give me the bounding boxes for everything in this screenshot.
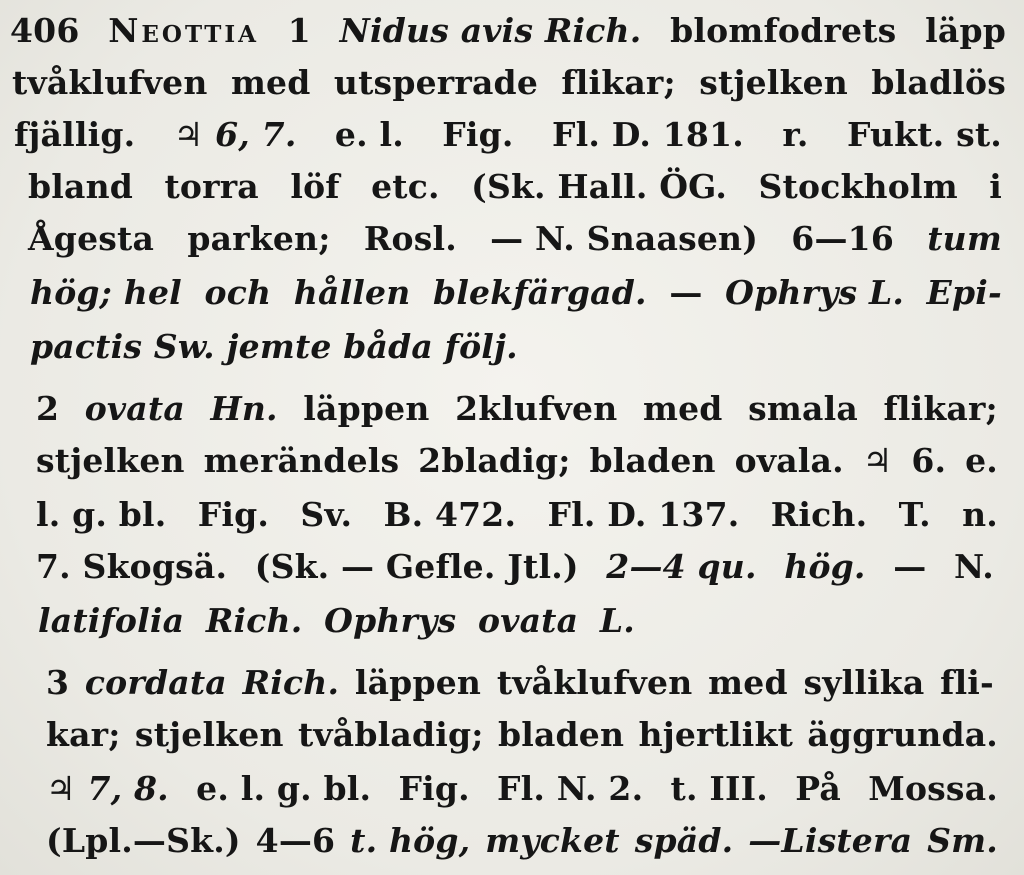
dash: — (893, 547, 927, 586)
word: läppen (354, 663, 482, 702)
synonym-note: pactis Sw. jemte båda följ. (30, 327, 518, 366)
word: På (795, 769, 841, 808)
word: äggrunda. (807, 715, 998, 754)
word: med (708, 663, 788, 702)
word: etc. (371, 167, 440, 206)
species-name: cordata (84, 663, 227, 702)
height: 2—4 qu. (606, 547, 757, 586)
entry-line (28, 167, 1002, 206)
reference: Fl. D. 181. (552, 115, 744, 154)
word: Rosl. (363, 219, 457, 258)
word: Fig. (442, 115, 514, 154)
word: bladlös (871, 63, 1006, 102)
word: stjelken (134, 715, 284, 754)
word: 7. Skogsä. (36, 547, 228, 586)
word: N. (953, 547, 994, 586)
word: löf (290, 167, 340, 206)
entry-line (36, 547, 994, 586)
dash: — (669, 273, 703, 312)
word: Stockholm (758, 167, 958, 206)
reference: Fl. D. 137. (547, 495, 740, 534)
entry-line (36, 441, 998, 480)
word: e. l. g. bl. (196, 769, 372, 808)
species-number: 3 (46, 663, 70, 702)
word: Fukt. st. (846, 115, 1002, 154)
word: Mossa. (868, 769, 998, 808)
word: hållen (293, 273, 411, 312)
reference: Fl. N. 2. (497, 769, 644, 808)
word: ovala. (734, 441, 844, 480)
word: e. (965, 441, 998, 480)
author: Rich. (205, 601, 303, 640)
word: kar; (46, 715, 121, 754)
genus-name: Neottia (108, 11, 259, 50)
distribution: (Lpl.—Sk.) (46, 821, 241, 860)
word: tum (927, 219, 1002, 258)
word: med (230, 63, 311, 102)
synonym: Ophrys (324, 601, 457, 640)
word: parken; (187, 219, 331, 258)
species-name: Nidus avis Rich. (339, 11, 642, 50)
page-number: 406 (10, 11, 80, 50)
distribution: (Sk. — Gefle. Jtl.) (254, 547, 579, 586)
word: och (204, 273, 272, 312)
word: läpp (925, 11, 1006, 50)
word: fjällig. (14, 115, 136, 154)
word: 6. (911, 441, 947, 480)
word: bladen (589, 441, 716, 480)
synonym: ovata L. (477, 601, 635, 640)
entry-line (46, 663, 994, 702)
perennial-symbol-text: ♃ 6, 7. (173, 115, 297, 154)
author: Rich. (242, 663, 340, 702)
word: 2bladig; (418, 441, 571, 480)
entry-line (30, 273, 1002, 312)
word: blomfodrets (670, 11, 897, 50)
synonym: latifolia (38, 601, 185, 640)
word: bland (28, 167, 134, 206)
word: t. hög, (350, 821, 471, 860)
word: stjelken (699, 63, 848, 102)
word: flikar; (883, 389, 998, 428)
species-name: ovata (84, 389, 185, 428)
species-number: 2 (36, 389, 60, 428)
word: stjelken (36, 441, 185, 480)
word: tvåbladig; (297, 715, 484, 754)
perennial-symbol-text: ♃ 7, 8. (46, 769, 169, 808)
entry-line (10, 11, 1006, 50)
word: T. (898, 495, 931, 534)
word: hög; hel (30, 273, 182, 312)
word: Fig. (398, 769, 470, 808)
entry-line (36, 495, 998, 534)
entry-line (38, 601, 635, 640)
reference: B. 472. (383, 495, 517, 534)
word: 2klufven (455, 389, 618, 428)
reference: t. III. (670, 769, 768, 808)
entry-line (30, 327, 518, 366)
height: 4—6 (255, 821, 336, 860)
word: med (642, 389, 723, 428)
word: Fig. (197, 495, 270, 534)
word: hjertlikt (638, 715, 794, 754)
synonym: Ophrys L. (725, 273, 905, 312)
author: Sm. (927, 821, 998, 860)
entry-line (46, 821, 998, 860)
word: mycket (485, 821, 620, 860)
word: merändels (203, 441, 400, 480)
word: Rich. (770, 495, 868, 534)
word: Epi- (926, 273, 1002, 312)
word: bladen (497, 715, 625, 754)
word: tvåklufven (12, 63, 208, 102)
word: Ågesta (28, 219, 155, 258)
entry-line (46, 715, 998, 754)
word: Sv. (300, 495, 353, 534)
word: tvåklufven (496, 663, 693, 702)
entry-line (12, 63, 1006, 102)
word: blekfärgad. (433, 273, 647, 312)
word: syllika (803, 663, 925, 702)
species-number: 1 (287, 11, 311, 50)
word: läppen (303, 389, 430, 428)
synonym: —Listera (748, 821, 913, 860)
word: 6—16 (791, 219, 894, 258)
word: e. l. (334, 115, 404, 154)
word: fli- (940, 663, 994, 702)
word: l. g. bl. (36, 495, 167, 534)
word: n. (962, 495, 998, 534)
entry-line (46, 769, 998, 808)
word: utsperrade (333, 63, 539, 102)
word: (Sk. Hall. ÖG. (471, 167, 728, 206)
word: r. (782, 115, 809, 154)
entry-line (14, 115, 1002, 154)
word: späd. (634, 821, 734, 860)
word: i (989, 167, 1002, 206)
entry-line (36, 389, 998, 428)
author: Hn. (210, 389, 278, 428)
word: smala (748, 389, 858, 428)
word: — N. Snaasen) (490, 219, 759, 258)
word: hög. (784, 547, 866, 586)
word: torra (164, 167, 259, 206)
perennial-symbol-text: ♃ (862, 441, 893, 480)
word: flikar; (561, 63, 676, 102)
entry-line (28, 219, 1002, 258)
